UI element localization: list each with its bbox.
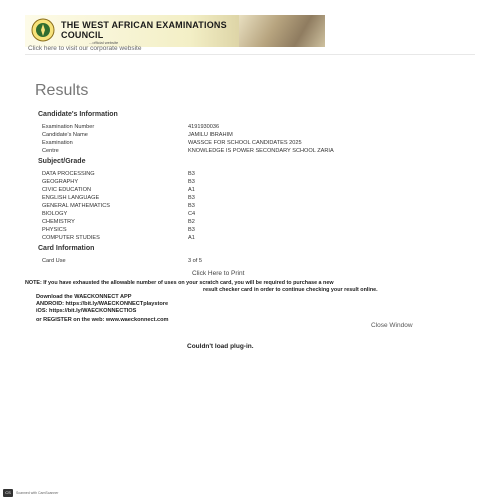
plugin-error-message: Couldn't load plug-in. [187,343,254,350]
subject-name: DATA PROCESSING [42,171,95,177]
card-info-heading: Card Information [38,245,95,252]
subject-name: PHYSICS [42,227,67,233]
waec-seal-icon [31,18,55,42]
candidate-info-heading: Candidate's Information [38,111,118,118]
download-app-text: Download the WAECKONNECT APP [36,294,132,300]
subject-grade: A1 [188,187,195,193]
scratch-card-note [25,280,445,294]
centre-value: KNOWLEDGE IS POWER SECONDARY SCHOOL ZARIA [188,148,334,154]
register-web-text[interactable]: or REGISTER on the web: www.waeckonnect.com [36,317,169,323]
card-use-value: 3 of 5 [188,258,202,264]
exam-number-label: Examination Number [42,124,95,130]
android-link[interactable]: ANDROID: https://bit.ly/WAECKONNECTplaystore [36,301,169,307]
note-line-1: NOTE: If you have exhausted the allowable number of uses on your scratch card, you will be required to purchase a new [25,280,334,286]
header-banner [25,15,325,47]
note-line-2: result checker card in order to continue checking your result online. [203,287,378,293]
candidate-name-label: Candidate's Name [42,132,88,138]
examination-value: WASSCE FOR SCHOOL CANDIDATES 2025 [188,140,302,146]
page-title: Results [35,82,89,99]
candidate-name-value: JAMILU IBRAHIM [188,132,233,138]
exam-number-value: 4191930036 [188,124,220,130]
subject-grade: B3 [188,203,195,209]
banner-subtitle: ...official website [89,40,119,45]
ios-link[interactable]: iOS: https://bit.ly/WAECKONNECTIOS [36,308,137,314]
banner-photo [239,15,325,47]
examination-label: Examination [42,140,73,146]
camscanner-icon: CS [3,489,13,497]
centre-label: Centre [42,148,59,154]
subject-name: CHEMISTRY [42,219,75,225]
subject-grade: A1 [188,235,195,241]
subject-name: CIVIC EDUCATION [42,187,91,193]
subject-name: GEOGRAPHY [42,179,79,185]
subject-name: COMPUTER STUDIES [42,235,100,241]
subject-name: ENGLISH LANGUAGE [42,195,100,201]
corporate-website-link[interactable]: Click here to visit our corporate website [28,45,142,52]
subject-grade: B3 [188,171,195,177]
banner-title: THE WEST AFRICAN EXAMINATIONS COUNCIL [61,20,227,40]
subject-grade: B3 [188,227,195,233]
camscanner-watermark: Scanned with CamScanner [16,491,59,495]
header-divider [25,54,475,55]
subject-grade: B3 [188,195,195,201]
subject-grade: B3 [188,179,195,185]
subject-name: GENERAL MATHEMATICS [42,203,110,209]
subject-grade: B2 [188,219,195,225]
subject-grade: C4 [188,211,196,217]
subject-grade-heading: Subject/Grade [38,158,86,165]
close-window-link[interactable]: Close Window [371,322,413,329]
card-use-label: Card Use [42,258,66,264]
print-link[interactable]: Click Here to Print [192,270,245,277]
subject-name: BIOLOGY [42,211,68,217]
